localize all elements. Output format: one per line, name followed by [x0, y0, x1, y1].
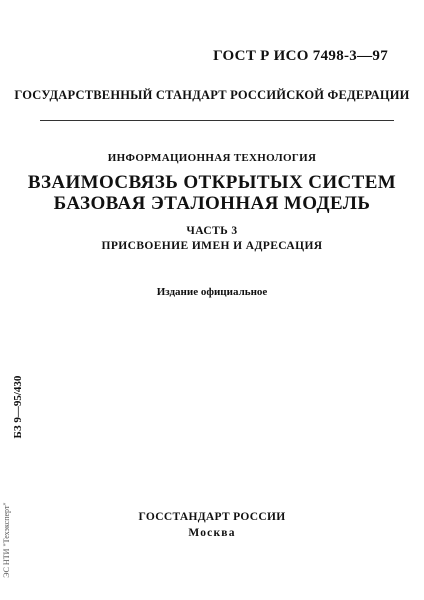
publisher: ГОССТАНДАРТ РОССИИ: [138, 511, 286, 523]
state-standard-heading: ГОСУДАРСТВЕННЫЙ СТАНДАРТ РОССИЙСКОЙ ФЕДЕРАЦИИ: [14, 88, 410, 102]
publication-city: Москва: [188, 527, 236, 539]
edition-note: Издание официальное: [156, 286, 268, 298]
side-stamp: ЭС НТИ "Техэксперт": [2, 502, 11, 578]
subject-area-heading: ИНФОРМАЦИОННАЯ ТЕХНОЛОГИЯ: [107, 152, 317, 164]
part-title: ПРИСВОЕНИЕ ИМЕН И АДРЕСАЦИЯ: [101, 240, 323, 252]
main-title-line-2: БАЗОВАЯ ЭТАЛОННАЯ МОДЕЛЬ: [53, 193, 371, 214]
header-divider: [40, 120, 394, 121]
part-label: ЧАСТЬ 3: [186, 225, 238, 237]
bz-code: БЗ 9—95/430: [12, 375, 24, 439]
main-title: [0, 172, 424, 214]
standard-code: ГОСТ Р ИСО 7498-3—97: [213, 48, 388, 64]
main-title-line-1: ВЗАИМОСВЯЗЬ ОТКРЫТЫХ СИСТЕМ: [27, 172, 397, 193]
